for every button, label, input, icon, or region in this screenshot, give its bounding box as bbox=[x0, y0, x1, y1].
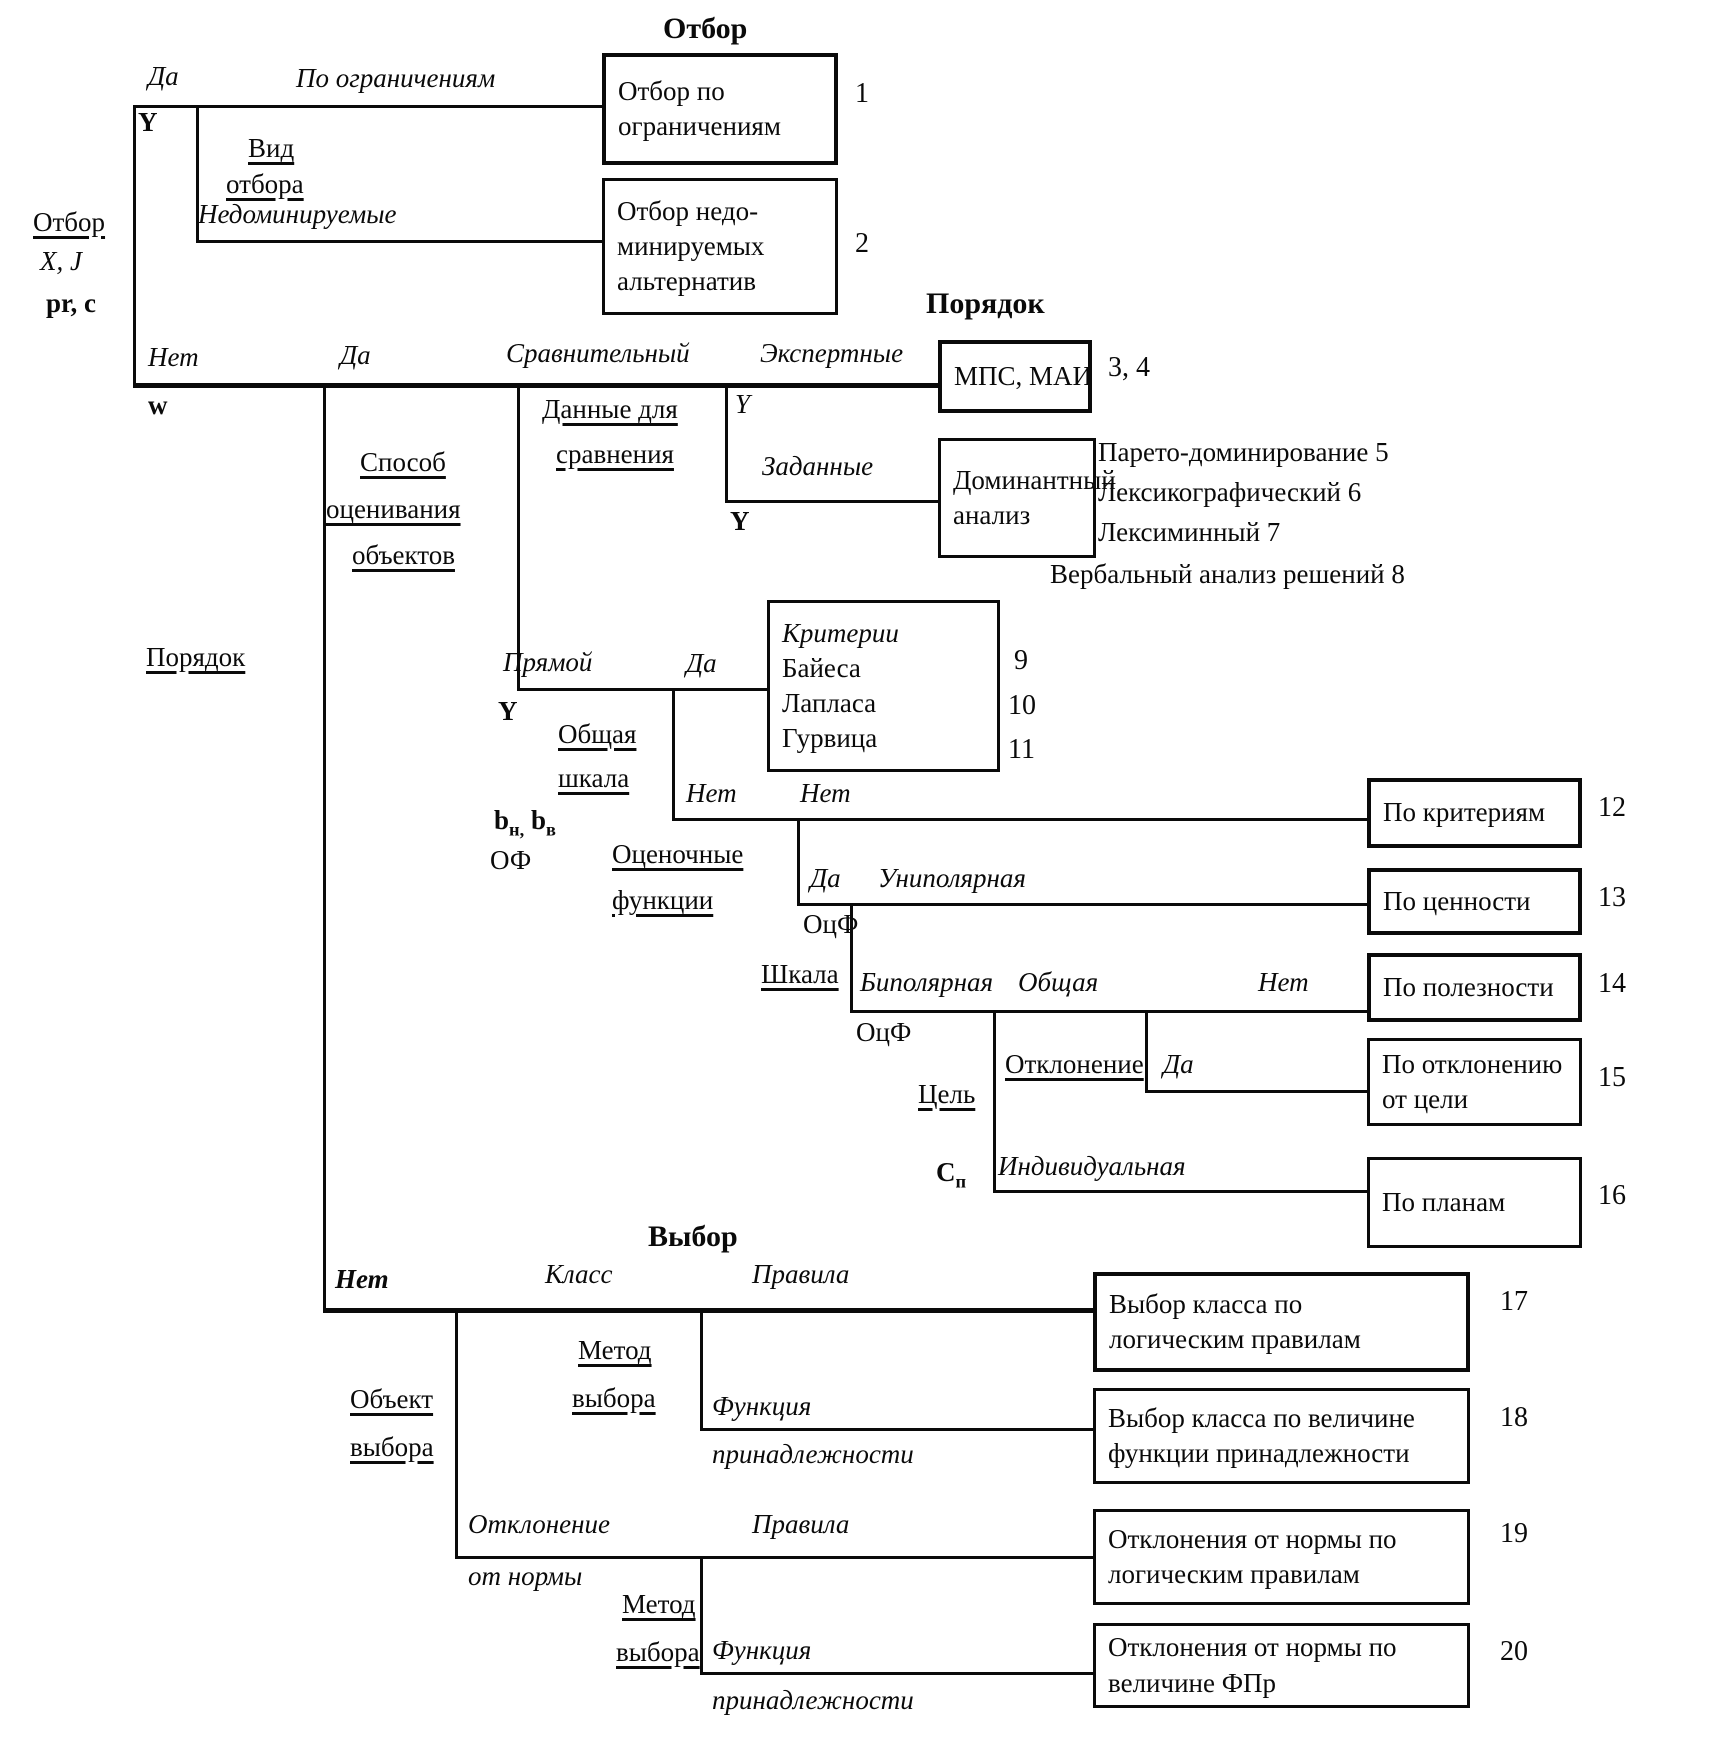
var-ocf-1: ОцФ bbox=[803, 909, 859, 939]
connector-ocen-func-drop bbox=[797, 818, 800, 906]
node-number-18: 18 bbox=[1500, 1402, 1528, 1433]
node-box-18: Выбор класса по величине функции принадлежности bbox=[1093, 1388, 1470, 1484]
connector-func1-to-box18 bbox=[700, 1428, 1093, 1431]
node-box-5: Критерии Байеса Лапласа Гурвица bbox=[767, 600, 1000, 772]
decision-shkala: Шкала bbox=[761, 959, 839, 989]
branch-func2-line1: Функция bbox=[712, 1635, 812, 1665]
var-ocf-2: ОцФ bbox=[856, 1017, 912, 1047]
branch-no-common: Нет bbox=[1258, 967, 1309, 997]
node-number-9: 9 bbox=[1014, 645, 1028, 676]
decision-sposob-line1: Способ bbox=[360, 447, 446, 477]
header-choice: Выбор bbox=[648, 1220, 738, 1253]
branch-yes-top: Да bbox=[148, 61, 179, 91]
branch-comparative: Сравнительный bbox=[506, 338, 690, 368]
decision-obekt-line2: выбора bbox=[350, 1432, 434, 1462]
branch-rules-1: Правила bbox=[752, 1259, 850, 1289]
root-label: Отбор bbox=[33, 207, 106, 237]
node-box-20: Отклонения от нормы по величине ФПр bbox=[1093, 1623, 1470, 1708]
connector-cel-drop bbox=[993, 1010, 996, 1192]
connector-no-to-box3 bbox=[133, 383, 938, 388]
var-w: w bbox=[148, 390, 168, 420]
branch-no-choice: Нет bbox=[335, 1264, 389, 1294]
decision-sposob-line3: объектов bbox=[352, 540, 455, 570]
connector-no-to-box12 bbox=[672, 818, 1367, 821]
node-box-12: По критериям bbox=[1367, 778, 1582, 848]
branch-rules-2: Правила bbox=[752, 1509, 850, 1539]
branch-yes-cel: Да bbox=[1163, 1049, 1194, 1079]
branch-no-kriterii: Нет bbox=[800, 778, 851, 808]
branch-func1-line2: принадлежности bbox=[712, 1439, 914, 1469]
node-number-2: 2 bbox=[855, 228, 869, 259]
decision-vid-line1: Вид bbox=[248, 133, 295, 163]
decision-metod2-line2: выбора bbox=[616, 1637, 700, 1667]
connector-dannye-drop bbox=[725, 383, 728, 502]
decision-metod1-line2: выбора bbox=[572, 1383, 656, 1413]
connector-root-trunk bbox=[133, 105, 136, 386]
branch-given: Заданные bbox=[762, 451, 874, 481]
var-of: ОФ bbox=[490, 845, 532, 875]
connector-yes-to-box15 bbox=[1145, 1090, 1367, 1093]
node-number-3-4: 3, 4 bbox=[1108, 352, 1150, 383]
node-box-4: Доминантный анализ bbox=[938, 438, 1096, 558]
root-params-bold: pr, c bbox=[46, 288, 97, 318]
branch-no-shkala: Нет bbox=[686, 778, 737, 808]
node-box-13: По ценности bbox=[1367, 868, 1582, 935]
var-y-direct: Y bbox=[498, 696, 518, 726]
node-box-16: По планам bbox=[1367, 1157, 1582, 1248]
connector-direct-to-box5 bbox=[517, 688, 767, 691]
node-number-16: 16 bbox=[1598, 1180, 1626, 1211]
branch-func1-line1: Функция bbox=[712, 1391, 812, 1421]
decision-dannye-line1: Данные для bbox=[542, 394, 678, 424]
branch-unipolar: Униполярная bbox=[878, 863, 1026, 893]
connector-unipolar-to-box13 bbox=[797, 903, 1367, 906]
method-list-item-7: Лексиминный 7 bbox=[1098, 517, 1281, 547]
decision-dannye-line2: сравнения bbox=[556, 439, 674, 469]
var-y-given: Y bbox=[730, 506, 750, 536]
node-number-11: 11 bbox=[1008, 734, 1035, 765]
node-box-15: По отклонению от цели bbox=[1367, 1038, 1582, 1126]
node-box-19: Отклонения от нормы по логическим правилам bbox=[1093, 1509, 1470, 1605]
root-params-italic: X, J bbox=[40, 246, 82, 276]
var-y-top: Y bbox=[138, 107, 158, 137]
branch-yes-direct: Да bbox=[686, 648, 717, 678]
decision-sposob-line2: оценивания bbox=[326, 494, 461, 524]
decision-obekt-line1: Объект bbox=[350, 1384, 434, 1414]
var-cp: $С_п$ bbox=[936, 1157, 967, 1192]
connector-obekt-vybora-drop bbox=[455, 1308, 458, 1558]
decision-poryadok: Порядок bbox=[146, 642, 246, 672]
connector-metod1-drop bbox=[700, 1308, 703, 1430]
node-number-12: 12 bbox=[1598, 792, 1626, 823]
branch-expert: Экспертные bbox=[760, 338, 904, 368]
connector-yes-to-box1 bbox=[133, 105, 602, 108]
decision-ocen-line1: Оценочные bbox=[612, 839, 744, 869]
header-selection: Отбор bbox=[663, 12, 748, 45]
var-bn-bv: $b_{н,}$ $b_в$ bbox=[494, 805, 556, 840]
header-order: Порядок bbox=[926, 287, 1045, 320]
decision-otklonenie: Отклонение bbox=[1005, 1049, 1144, 1079]
connector-nondominated-to-box2 bbox=[196, 240, 602, 243]
node-number-1: 1 bbox=[855, 78, 869, 109]
connector-bipolar-to-box14 bbox=[850, 1010, 1367, 1013]
node-box-14: По полезности bbox=[1367, 953, 1582, 1022]
connector-no-to-box17 bbox=[323, 1308, 1093, 1313]
connector-sposob-drop bbox=[517, 383, 520, 690]
node-box-17: Выбор класса по логическим правилам bbox=[1093, 1272, 1470, 1372]
branch-bipolar: Биполярная bbox=[860, 967, 994, 997]
connector-rules-to-box19 bbox=[455, 1556, 1093, 1559]
branch-otkl-norm-line1: Отклонение bbox=[468, 1509, 611, 1539]
node-box-1: Отбор по ограничениям bbox=[602, 53, 838, 165]
connector-obshaya-shkala-drop bbox=[672, 688, 675, 820]
decision-metod2-line1: Метод bbox=[622, 1589, 696, 1619]
method-list-item-6: Лексикографический 6 bbox=[1098, 477, 1362, 507]
branch-yes-ocf: Да bbox=[810, 863, 841, 893]
node-box-3: МПС, МАИ bbox=[938, 340, 1092, 413]
branch-yes-mid: Да bbox=[340, 340, 371, 370]
branch-class: Класс bbox=[545, 1259, 613, 1289]
branch-func2-line2: принадлежности bbox=[712, 1685, 914, 1715]
node-number-19: 19 bbox=[1500, 1518, 1528, 1549]
decision-obshaya-line1: Общая bbox=[558, 719, 637, 749]
branch-otkl-norm-line2: от нормы bbox=[468, 1561, 583, 1591]
connector-func2-to-box20 bbox=[700, 1672, 1093, 1675]
method-list-item-8: Вербальный анализ решений 8 bbox=[1050, 559, 1405, 589]
node-number-15: 15 bbox=[1598, 1062, 1626, 1093]
connector-metod2-drop bbox=[700, 1556, 703, 1674]
connector-otklonenie-drop bbox=[1145, 1010, 1148, 1092]
node-box-2: Отбор недо- минируемых альтернатив bbox=[602, 178, 838, 315]
branch-by-constraints: По ограничениям bbox=[296, 63, 496, 93]
node-number-17: 17 bbox=[1500, 1286, 1528, 1317]
connector-individual-to-box16 bbox=[993, 1190, 1367, 1193]
branch-nondominated: Недоминируемые bbox=[198, 199, 397, 229]
decision-vid-line2: отбора bbox=[226, 169, 304, 199]
decision-ocen-line2: функции bbox=[612, 885, 714, 915]
node-number-14: 14 bbox=[1598, 968, 1626, 999]
branch-common: Общая bbox=[1018, 967, 1099, 997]
method-list-item-5: Парето-доминирование 5 bbox=[1098, 437, 1389, 467]
branch-individual: Индивидуальная bbox=[998, 1151, 1186, 1181]
node-number-13: 13 bbox=[1598, 882, 1626, 913]
var-y-expert: Y bbox=[735, 389, 751, 419]
decision-cel: Цель bbox=[918, 1079, 976, 1109]
branch-no-root: Нет bbox=[148, 342, 199, 372]
decision-obshaya-line2: шкала bbox=[558, 763, 630, 793]
node-number-10: 10 bbox=[1008, 690, 1036, 721]
branch-direct: Прямой bbox=[503, 647, 593, 677]
node-number-20: 20 bbox=[1500, 1636, 1528, 1667]
connector-given-to-box4 bbox=[725, 500, 938, 503]
decision-metod1-line1: Метод bbox=[578, 1335, 652, 1365]
